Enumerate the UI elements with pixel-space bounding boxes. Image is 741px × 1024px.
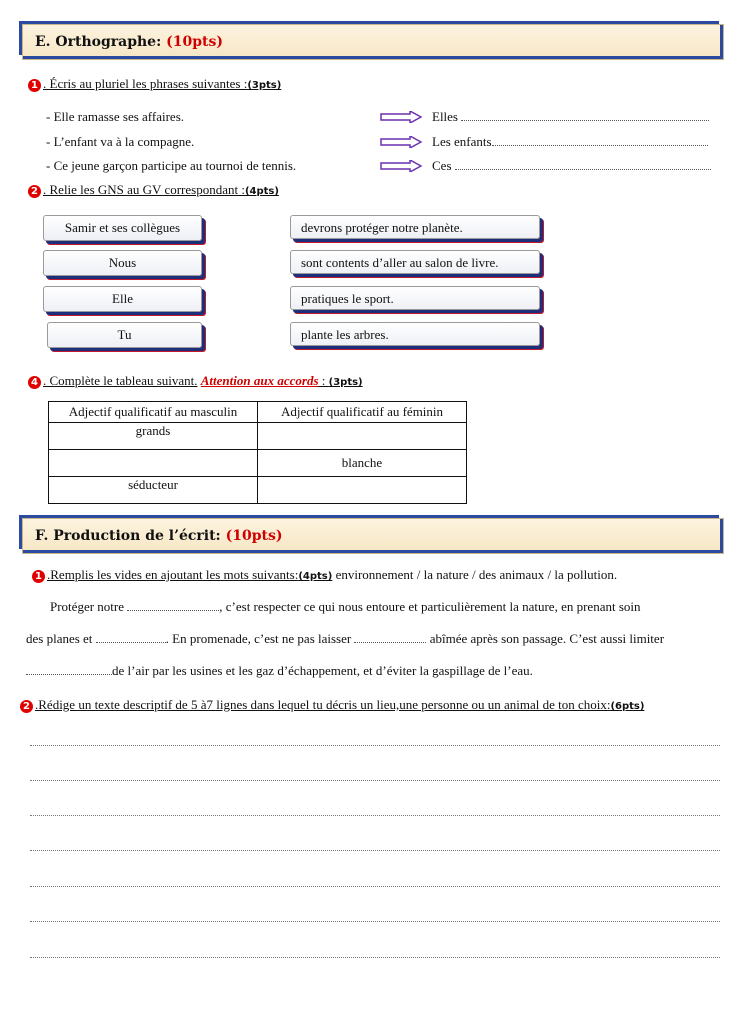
adjective-table	[48, 401, 467, 504]
table-header-row	[49, 402, 467, 423]
table-cell: grands	[49, 423, 258, 450]
blank-3[interactable]	[354, 642, 426, 643]
q1-number-badge: 1	[28, 79, 41, 92]
answer-dots	[455, 169, 711, 170]
table-cell: séducteur	[49, 477, 258, 504]
gns-box-4[interactable]: Tu	[47, 322, 202, 348]
section-e-banner	[22, 24, 724, 60]
gv-box-2[interactable]: sont contents d’aller au salon de livre.	[290, 250, 540, 274]
table-header-feminine: Adjectif qualificatif au féminin	[258, 402, 467, 423]
q1-instruction	[28, 76, 281, 92]
f-q1-line-3	[26, 663, 533, 679]
q4-text: . Complète le tableau suivant.	[43, 373, 198, 388]
q4-points: (3pts)	[328, 377, 363, 388]
arrow-icon	[380, 111, 422, 123]
gns-box-3[interactable]: Elle	[43, 286, 202, 312]
q2-points: (4pts)	[244, 186, 279, 197]
q1-start-1: Elles	[432, 109, 458, 124]
f-q1-number-badge: 1	[32, 570, 45, 583]
table-cell-input[interactable]	[258, 477, 467, 504]
text-fragment: , c’est respecter ce qui nous entoure et particulièrement la nature, en prenant soin	[219, 599, 641, 614]
writing-line[interactable]	[30, 957, 720, 958]
arrow-icon	[380, 136, 422, 148]
answer-dots	[461, 120, 709, 121]
q1-text: . Écris au pluriel les phrases suivantes :	[43, 76, 248, 91]
answer-dots	[492, 145, 708, 146]
f-q2-number-badge: 2	[20, 700, 33, 713]
q4-attention: Attention aux accords	[200, 373, 319, 388]
q2-text: . Relie les GNS au GV correspondant :	[43, 182, 245, 197]
f-q2-text: .Rédige un texte descriptif de 5 à7 lignes dans lequel tu décris un lieu,une personne ou un animal de ton choix:	[35, 697, 611, 712]
arrow-icon	[380, 160, 422, 172]
q1-sentence-2: - L’enfant va à la compagne.	[46, 134, 195, 149]
f-q2-points: (6pts)	[610, 701, 645, 712]
blank-1[interactable]	[127, 610, 219, 611]
f-q1-points: (4pts)	[298, 571, 333, 582]
table-row	[49, 477, 467, 504]
section-e-points: (10pts)	[166, 34, 224, 50]
f-q1-text: .Remplis les vides en ajoutant les mots suivants:	[47, 567, 299, 582]
q1-points: (3pts)	[247, 80, 282, 91]
writing-line[interactable]	[30, 780, 720, 781]
f-q1-line-1	[50, 599, 641, 615]
writing-line[interactable]	[30, 850, 720, 851]
q1-answer-1[interactable]	[432, 109, 709, 125]
gv-box-4[interactable]: plante les arbres.	[290, 322, 540, 346]
section-f-heading: F. Production de l’écrit:	[35, 528, 221, 544]
table-row	[49, 450, 467, 477]
q1-answer-3[interactable]	[432, 158, 711, 174]
q4-instruction	[28, 373, 363, 389]
blank-2[interactable]	[96, 642, 166, 643]
table-header-masculine: Adjectif qualificatif au masculin	[49, 402, 258, 423]
blank-4[interactable]	[26, 674, 112, 675]
gv-box-3[interactable]: pratiques le sport.	[290, 286, 540, 310]
section-e-heading: E. Orthographe:	[35, 34, 162, 50]
gv-box-1[interactable]: devrons protéger notre planète.	[290, 215, 540, 239]
text-fragment: de l’air par les usines et les gaz d’échappement, et d’éviter la gaspillage de l’eau.	[112, 663, 533, 678]
section-e-title	[35, 34, 223, 50]
gns-box-2[interactable]: Nous	[43, 250, 202, 276]
writing-line[interactable]	[30, 815, 720, 816]
q2-number-badge: 2	[28, 185, 41, 198]
gns-box-1[interactable]: Samir et ses collègues	[43, 215, 202, 241]
text-fragment: Protéger notre	[50, 599, 125, 614]
q4-colon: :	[318, 373, 329, 388]
f-q1-line-2	[26, 631, 664, 647]
writing-line[interactable]	[30, 886, 720, 887]
f-q1-instruction	[32, 567, 617, 583]
table-row	[49, 423, 467, 450]
text-fragment: des planes et	[26, 631, 93, 646]
section-f-title	[35, 528, 282, 544]
q4-number-badge: 4	[28, 376, 41, 389]
q1-answer-2[interactable]	[432, 134, 708, 150]
q1-start-2: Les enfants	[432, 134, 492, 149]
q1-start-3: Ces	[432, 158, 452, 173]
table-cell-input[interactable]	[258, 423, 467, 450]
section-f-banner	[22, 518, 724, 554]
q1-sentence-1: - Elle ramasse ses affaires.	[46, 109, 185, 124]
text-fragment: abîmée après son passage. C’est aussi limiter	[429, 631, 665, 646]
writing-line[interactable]	[30, 745, 720, 746]
f-q1-words: environnement / la nature / des animaux / la pollution.	[332, 567, 618, 582]
table-cell-input[interactable]	[49, 450, 258, 477]
q2-instruction	[28, 182, 279, 198]
table-cell: blanche	[258, 450, 467, 477]
q1-sentence-3: - Ce jeune garçon participe au tournoi de tennis.	[46, 158, 297, 173]
text-fragment: . En promenade, c’est ne pas laisser	[165, 631, 352, 646]
f-q2-instruction	[20, 697, 644, 713]
writing-line[interactable]	[30, 921, 720, 922]
section-f-points: (10pts)	[225, 528, 283, 544]
